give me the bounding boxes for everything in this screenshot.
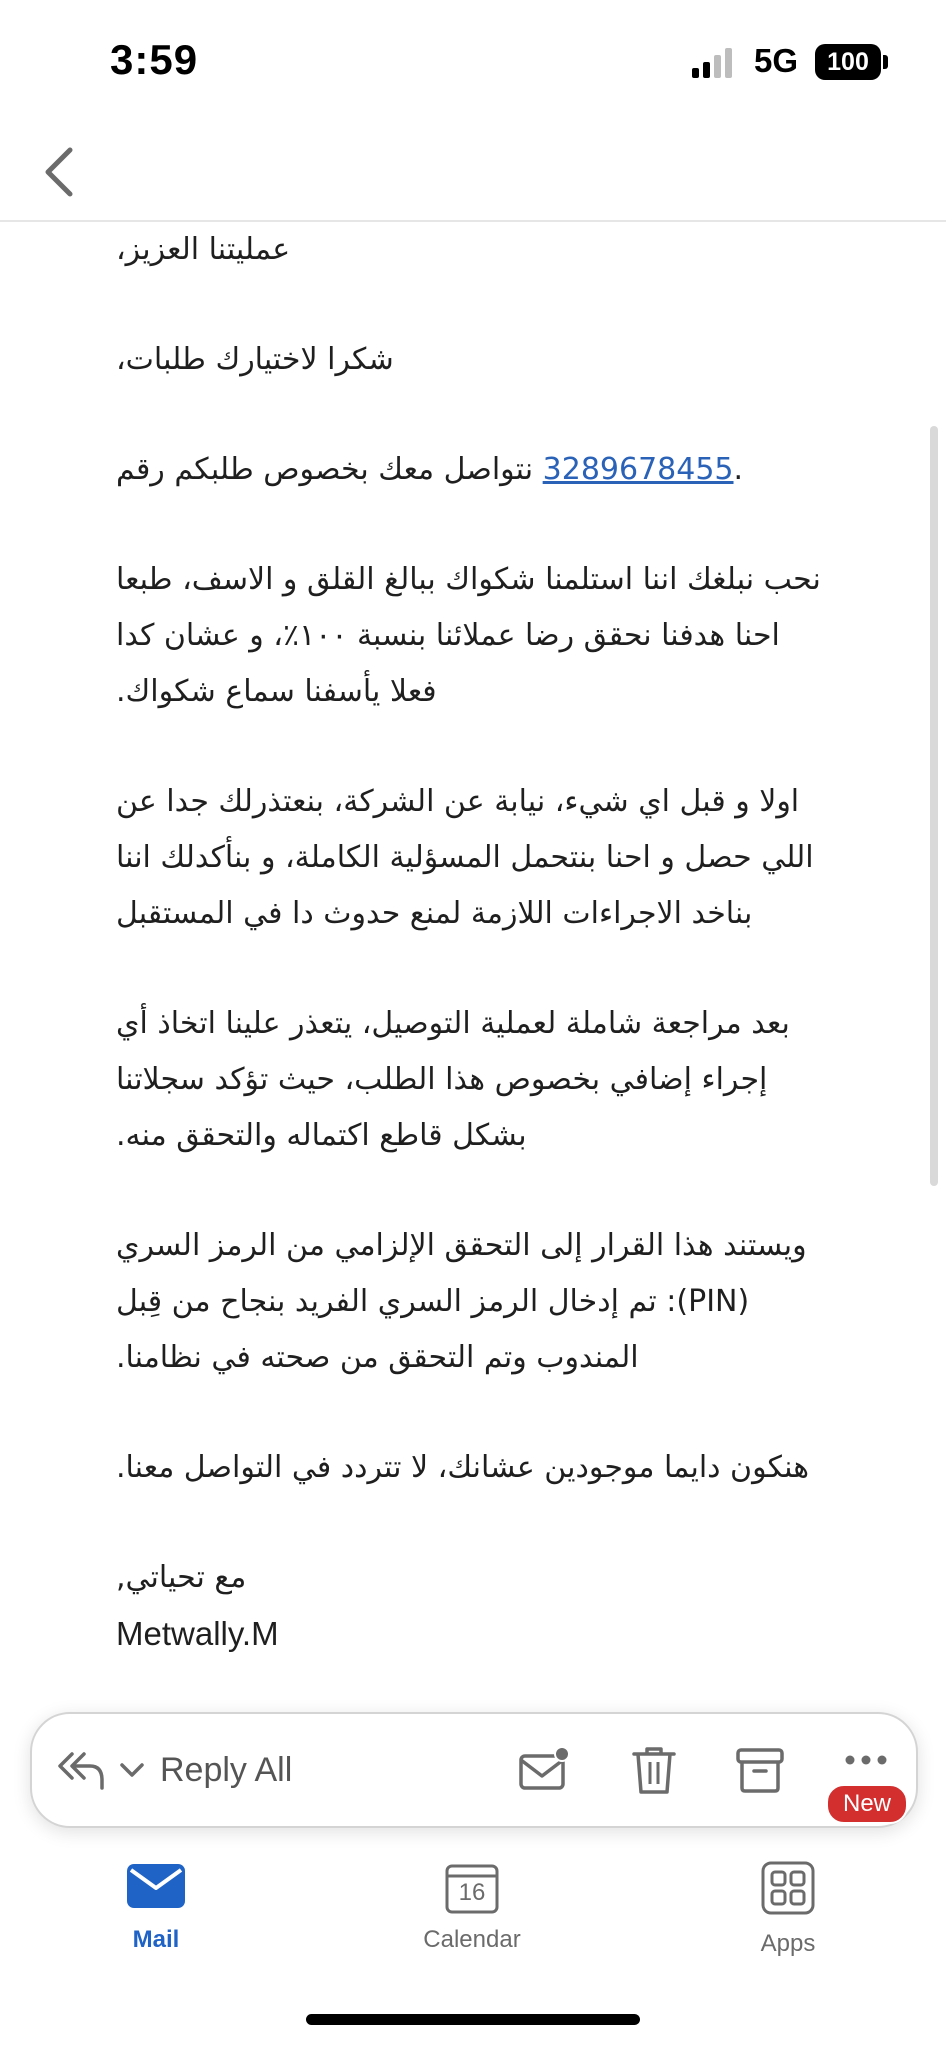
order-suffix: . [733, 452, 744, 487]
apps-grid-icon [760, 1860, 816, 1916]
email-signature: Metwally.M [116, 1615, 279, 1652]
reply-all-icon [58, 1748, 106, 1792]
new-badge: New [826, 1784, 908, 1824]
more-options-icon[interactable] [840, 1734, 892, 1786]
reply-all-label: Reply All [160, 1750, 293, 1789]
home-indicator[interactable] [306, 2014, 640, 2025]
order-intro-text: نتواصل معك بخصوص طلبكم رقم [116, 452, 534, 487]
email-complaint-paragraph: نحب نبلغك اننا استلمنا شكواك ببالغ القلق و الاسف، طبعا احنا هدفنا نحقق رضا عملائنا بنسبة ١٠٠٪، و عشان كدا فعلا يأسفنا سماع شكواك. [116, 562, 821, 709]
tab-calendar-label: Calendar [423, 1926, 521, 1953]
reply-all-button[interactable] [58, 1742, 292, 1798]
cellular-signal-icon [690, 48, 738, 78]
back-chevron-icon[interactable] [36, 142, 96, 202]
tab-calendar[interactable] [382, 1860, 562, 1954]
mail-icon [125, 1860, 187, 1912]
battery-nub [883, 55, 888, 69]
archive-icon[interactable] [734, 1744, 786, 1796]
email-apology-paragraph: اولا و قبل اي شيء، نيابة عن الشركة، بنعتذرلك جدا عن اللي حصل و احنا بنتحمل المسؤلية الكاملة، و بنأكدلك اننا بناخد الاجراءات اللازمة لمنع حدوث دا في المستقبل [116, 784, 814, 931]
tab-apps-label: Apps [760, 1930, 816, 1957]
status-bar [0, 0, 946, 120]
tab-apps[interactable] [698, 1860, 878, 1958]
calendar-icon [444, 1860, 500, 1916]
mark-unread-icon[interactable] [518, 1744, 570, 1796]
chevron-down-icon[interactable] [118, 1760, 146, 1780]
email-pin-paragraph: ويستند هذا القرار إلى التحقق الإلزامي من الرمز السري (PIN): تم إدخال الرمز السري الفريد بنجاح من قِبل المندوب وتم التحقق من صحته في نظامنا. [116, 1228, 807, 1375]
nav-header [0, 120, 946, 222]
battery-icon [815, 44, 881, 80]
order-number-link[interactable]: 3289678455 [542, 452, 734, 487]
calendar-date: 16 [458, 1879, 486, 1906]
tab-bar [0, 1850, 946, 1980]
email-thanks: شكرا لاختيارك طلبات، [116, 342, 394, 377]
network-type: 5G [754, 42, 799, 79]
trash-icon[interactable] [628, 1744, 680, 1796]
tab-mail[interactable] [66, 1860, 246, 1954]
status-time: 3:59 [110, 36, 199, 83]
email-sign-off: مع تحياتي, [116, 1560, 247, 1595]
email-order-line [116, 442, 836, 498]
email-closing-paragraph: هنكون دايما موجودين عشانك، لا تتردد في التواصل معنا. [116, 1450, 810, 1485]
email-review-paragraph: بعد مراجعة شاملة لعملية التوصيل، يتعذر علينا اتخاذ أي إجراء إضافي بخصوص هذا الطلب، حيث تؤكد سجلاتنا بشكل قاطع اكتماله والتحقق منه. [116, 1006, 790, 1153]
email-greeting: عمليتنا العزيز، [116, 232, 291, 267]
scrollbar[interactable] [930, 426, 938, 1186]
battery-level: 100 [827, 47, 869, 76]
reply-toolbar [30, 1712, 918, 1828]
email-body [116, 222, 836, 1714]
tab-mail-label: Mail [132, 1926, 180, 1953]
